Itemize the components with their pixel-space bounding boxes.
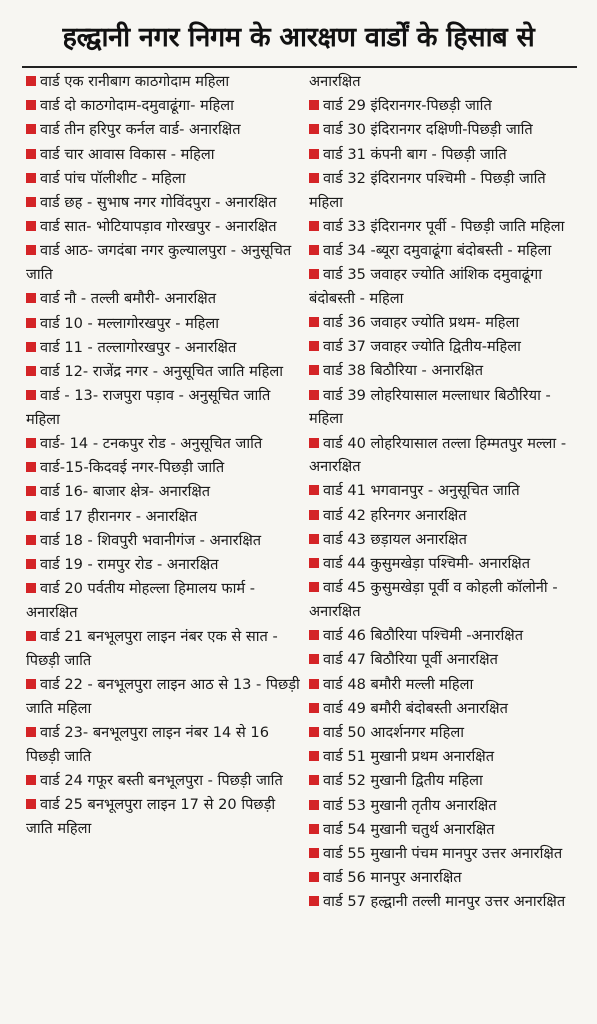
- ward-entry-text: वार्ड 49 बमौरी बंदोबस्ती अनारक्षित: [323, 699, 508, 717]
- ward-entry: [26, 384, 302, 431]
- ward-entry: [309, 552, 579, 576]
- ward-entry: [309, 697, 579, 721]
- ward-entry-text: वार्ड चार आवास विकास - महिला: [40, 145, 215, 163]
- ward-entry: [26, 793, 302, 840]
- ward-entry: [309, 528, 579, 552]
- ward-entry-text: वार्ड 56 मानपुर अनारक्षित: [323, 869, 462, 887]
- ward-entry: [309, 648, 579, 672]
- ward-entry-text: वार्ड 34 -ब्यूरा दमुवाढूंगा बंदोबस्ती - महिला: [323, 241, 552, 259]
- headline-rule: [22, 66, 577, 68]
- ward-entry: [309, 143, 579, 167]
- ward-entry-text: वार्ड 16- बाजार क्षेत्र- अनारक्षित: [40, 483, 211, 501]
- red-square-bullet-icon: [309, 800, 319, 810]
- ward-entry-text: वार्ड 57 हल्द्वानी तल्ली मानपुर उत्तर अनारक्षित: [323, 893, 566, 911]
- ward-entry: [26, 191, 302, 215]
- ward-entry: [26, 118, 302, 142]
- ward-entry-text: वार्ड 52 मुखानी द्वितीय महिला: [323, 772, 483, 790]
- ward-entry-text: वार्ड 11 - तल्लागोरखपुर - अनारक्षित: [40, 338, 237, 356]
- ward-entry: [309, 94, 579, 118]
- ward-entry-text: वार्ड 40 लोहरियासाल तल्ला हिम्मतपुर मल्ला - अनारक्षित: [309, 434, 567, 476]
- ward-entry: [309, 624, 579, 648]
- red-square-bullet-icon: [309, 654, 319, 664]
- ward-entry-text: वार्ड 31 कंपनी बाग - पिछड़ी जाति: [323, 145, 507, 163]
- ward-entry: [26, 456, 302, 480]
- ward-entry-text: वार्ड 37 जवाहर ज्योति द्वितीय-महिला: [323, 338, 521, 356]
- red-square-bullet-icon: [309, 582, 319, 592]
- ward-entry: [309, 769, 579, 793]
- red-square-bullet-icon: [26, 76, 36, 86]
- ward-entry: [309, 721, 579, 745]
- ward-entry: [26, 336, 302, 360]
- red-square-bullet-icon: [309, 558, 319, 568]
- continued-entry: अनारक्षित: [309, 73, 361, 90]
- red-square-bullet-icon: [26, 366, 36, 376]
- red-square-bullet-icon: [26, 679, 36, 689]
- ward-entry-text: वार्ड 12- राजेंद्र नगर - अनुसूचित जाति महिला: [40, 362, 284, 380]
- ward-entry-text: वार्ड 48 बमौरी मल्ली महिला: [323, 675, 474, 693]
- ward-entry: [309, 239, 579, 263]
- ward-entry: [26, 625, 302, 672]
- left-column: [26, 70, 302, 841]
- ward-entry: [26, 360, 302, 384]
- ward-entry: [309, 384, 579, 431]
- red-square-bullet-icon: [26, 438, 36, 448]
- ward-entry: [309, 504, 579, 528]
- ward-entry: [309, 359, 579, 383]
- red-square-bullet-icon: [309, 751, 319, 761]
- ward-entry-text: वार्ड 18 - शिवपुरी भवानीगंज - अनारक्षित: [40, 531, 262, 549]
- red-square-bullet-icon: [309, 390, 319, 400]
- ward-entry-text: वार्ड- 14 - टनकपुर रोड - अनुसूचित जाति: [40, 435, 263, 453]
- ward-entry: [309, 890, 579, 914]
- ward-entry-text: वार्ड 30 इंदिरानगर दक्षिणी-पिछड़ी जाति: [323, 121, 533, 139]
- ward-entry-text: वार्ड 50 आदर्शनगर महिला: [323, 723, 464, 741]
- ward-entry: [26, 239, 302, 286]
- ward-entry: [309, 479, 579, 503]
- red-square-bullet-icon: [309, 703, 319, 713]
- ward-entry-text: वार्ड 54 मुखानी चतुर्थ अनारक्षित: [323, 820, 495, 838]
- ward-entry: [26, 553, 302, 577]
- ward-entry: [309, 263, 579, 310]
- red-square-bullet-icon: [309, 510, 319, 520]
- ward-entry: [309, 576, 579, 623]
- red-square-bullet-icon: [26, 318, 36, 328]
- ward-entry: [309, 167, 579, 214]
- red-square-bullet-icon: [26, 221, 36, 231]
- ward-entry: [26, 480, 302, 504]
- red-square-bullet-icon: [26, 462, 36, 472]
- red-square-bullet-icon: [26, 583, 36, 593]
- ward-entry-text: वार्ड 36 जवाहर ज्योति प्रथम- महिला: [323, 314, 520, 332]
- red-square-bullet-icon: [309, 534, 319, 544]
- ward-entry-text: वार्ड 10 - मल्लागोरखपुर - महिला: [40, 314, 220, 332]
- red-square-bullet-icon: [26, 149, 36, 159]
- ward-entry: [26, 70, 302, 94]
- red-square-bullet-icon: [309, 848, 319, 858]
- ward-entry: [309, 866, 579, 890]
- ward-entry: [26, 312, 302, 336]
- ward-entry-text: वार्ड 47 बिठौरिया पूर्वी अनारक्षित: [323, 651, 498, 669]
- ward-entry-text: वार्ड-15-किदवई नगर-पिछड़ी जाति: [40, 459, 225, 477]
- red-square-bullet-icon: [309, 124, 319, 134]
- ward-entry-text: वार्ड 24 गफूर बस्ती बनभूलपुरा - पिछड़ी जाति: [40, 771, 283, 789]
- red-square-bullet-icon: [309, 221, 319, 231]
- ward-entry-text: वार्ड 42 हरिनगर अनारक्षित: [323, 506, 467, 524]
- ward-entry: [26, 94, 302, 118]
- red-square-bullet-icon: [26, 100, 36, 110]
- ward-entry-text: वार्ड 35 जवाहर ज्योति आंशिक दमुवाढूंगा बंदोबस्ती - महिला: [309, 266, 543, 307]
- ward-entry-text: वार्ड 33 इंदिरानगर पूर्वी - पिछड़ी जाति महिला: [323, 217, 565, 235]
- ward-entry-text: वार्ड नौ - तल्ली बमौरी- अनारक्षित: [40, 290, 217, 308]
- ward-entry-text: वार्ड 21 बनभूलपुरा लाइन नंबर एक से सात - पिछड़ी जाति: [26, 628, 278, 669]
- red-square-bullet-icon: [309, 269, 319, 279]
- red-square-bullet-icon: [309, 485, 319, 495]
- ward-entry-text: वार्ड छह - सुभाष नगर गोविंदपुरा - अनारक्षित: [40, 194, 277, 212]
- ward-entry: [309, 432, 579, 479]
- ward-entry-text: वार्ड 20 पर्वतीय मोहल्ला हिमालय फार्म - अनारक्षित: [26, 580, 256, 621]
- ward-entry: [26, 673, 302, 720]
- ward-entry: [26, 215, 302, 239]
- ward-entry: [309, 118, 579, 142]
- red-square-bullet-icon: [309, 727, 319, 737]
- red-square-bullet-icon: [309, 824, 319, 834]
- ward-entry-text: वार्ड सात- भोटियापड़ाव गोरखपुर - अनारक्षित: [40, 218, 277, 236]
- ward-entry-text: वार्ड पांच पॉलीशीट - महिला: [40, 169, 186, 187]
- ward-entry-text: वार्ड 19 - रामपुर रोड - अनारक्षित: [40, 556, 219, 574]
- red-square-bullet-icon: [309, 872, 319, 882]
- ward-entry-text: वार्ड 53 मुखानी तृतीय अनारक्षित: [323, 796, 497, 814]
- red-square-bullet-icon: [26, 486, 36, 496]
- ward-entry-text: वार्ड एक रानीबाग काठगोदाम महिला: [40, 73, 230, 90]
- ward-entry: [26, 287, 302, 311]
- red-square-bullet-icon: [26, 197, 36, 207]
- ward-entry-text: वार्ड 45 कुसुमखेड़ा पूर्वी व कोहली कॉलोनी - अनारक्षित: [309, 579, 558, 620]
- ward-entry: [26, 505, 302, 529]
- ward-entry-text: वार्ड दो काठगोदाम-दमुवाढूंगा- महिला: [40, 97, 234, 115]
- ward-entry: [26, 432, 302, 456]
- ward-entry-text: वार्ड 32 इंदिरानगर पश्चिमी - पिछड़ी जाति महिला: [309, 169, 546, 211]
- red-square-bullet-icon: [26, 799, 36, 809]
- ward-entry: [26, 577, 302, 624]
- ward-entry-text: वार्ड आठ- जगदंबा नगर कुल्यालपुरा - अनुसूचित जाति: [26, 242, 292, 284]
- right-column: [309, 70, 579, 915]
- ward-entry-text: वार्ड 51 मुखानी प्रथम अनारक्षित: [323, 748, 495, 766]
- ward-entry-text: वार्ड 38 बिठौरिया - अनारक्षित: [323, 362, 484, 380]
- red-square-bullet-icon: [26, 559, 36, 569]
- ward-entry-text: वार्ड - 13- राजपुरा पड़ाव - अनुसूचित जाति महिला: [26, 387, 271, 428]
- red-square-bullet-icon: [309, 438, 319, 448]
- red-square-bullet-icon: [309, 365, 319, 375]
- ward-entry: [26, 721, 302, 768]
- red-square-bullet-icon: [309, 896, 319, 906]
- red-square-bullet-icon: [26, 511, 36, 521]
- ward-entry-text: वार्ड 29 इंदिरानगर-पिछड़ी जाति: [323, 97, 492, 115]
- red-square-bullet-icon: [26, 293, 36, 303]
- ward-entry-text: वार्ड 39 लोहरियासाल मल्लाधार बिठौरिया - महिला: [309, 386, 551, 428]
- ward-entry: [309, 745, 579, 769]
- ward-entry-text: वार्ड 55 मुखानी पंचम मानपुर उत्तर अनारक्षित: [323, 845, 563, 862]
- red-square-bullet-icon: [26, 173, 36, 183]
- ward-entry: [26, 529, 302, 553]
- ward-entry: [309, 842, 579, 866]
- ward-entry: [309, 215, 579, 239]
- ward-entry: [26, 143, 302, 167]
- ward-entry-text: वार्ड 22 - बनभूलपुरा लाइन आठ से 13 - पिछड़ी जाति महिला: [26, 676, 300, 717]
- red-square-bullet-icon: [309, 245, 319, 255]
- ward-entry: [309, 818, 579, 842]
- ward-entry-text: वार्ड 44 कुसुमखेड़ा पश्चिमी- अनारक्षित: [323, 555, 531, 573]
- ward-entry-text: वार्ड 25 बनभूलपुरा लाइन 17 से 20 पिछड़ी जाति महिला: [26, 796, 276, 837]
- ward-entry-text: वार्ड 23- बनभूलपुरा लाइन नंबर 14 से 16 पिछड़ी जाति: [26, 723, 269, 765]
- ward-entry: [309, 311, 579, 335]
- red-square-bullet-icon: [26, 245, 36, 255]
- headline: हल्द्वानी नगर निगम के आरक्षण वार्डों के हिसाब से: [62, 22, 535, 53]
- red-square-bullet-icon: [26, 535, 36, 545]
- red-square-bullet-icon: [309, 149, 319, 159]
- ward-entry-text: वार्ड 17 हीरानगर - अनारक्षित: [40, 507, 198, 525]
- red-square-bullet-icon: [309, 775, 319, 785]
- ward-entry: [309, 794, 579, 818]
- ward-entry-text: वार्ड तीन हरिपुर कर्नल वार्ड- अनारक्षित: [40, 121, 241, 139]
- red-square-bullet-icon: [309, 679, 319, 689]
- red-square-bullet-icon: [26, 631, 36, 641]
- ward-entry: [26, 769, 302, 793]
- red-square-bullet-icon: [309, 100, 319, 110]
- red-square-bullet-icon: [26, 390, 36, 400]
- ward-entry: [309, 673, 579, 697]
- red-square-bullet-icon: [309, 341, 319, 351]
- ward-entry: [309, 335, 579, 359]
- ward-entry: [26, 167, 302, 191]
- red-square-bullet-icon: [309, 173, 319, 183]
- red-square-bullet-icon: [26, 124, 36, 134]
- ward-entry-text: वार्ड 43 छड़ायल अनारक्षित: [323, 530, 467, 548]
- ward-entry-text: वार्ड 46 बिठौरिया पश्चिमी -अनारक्षित: [323, 627, 524, 645]
- ward-entry-text: वार्ड 41 भगवानपुर - अनुसूचित जाति: [323, 482, 520, 500]
- red-square-bullet-icon: [309, 317, 319, 327]
- red-square-bullet-icon: [26, 342, 36, 352]
- red-square-bullet-icon: [309, 630, 319, 640]
- red-square-bullet-icon: [26, 775, 36, 785]
- red-square-bullet-icon: [26, 727, 36, 737]
